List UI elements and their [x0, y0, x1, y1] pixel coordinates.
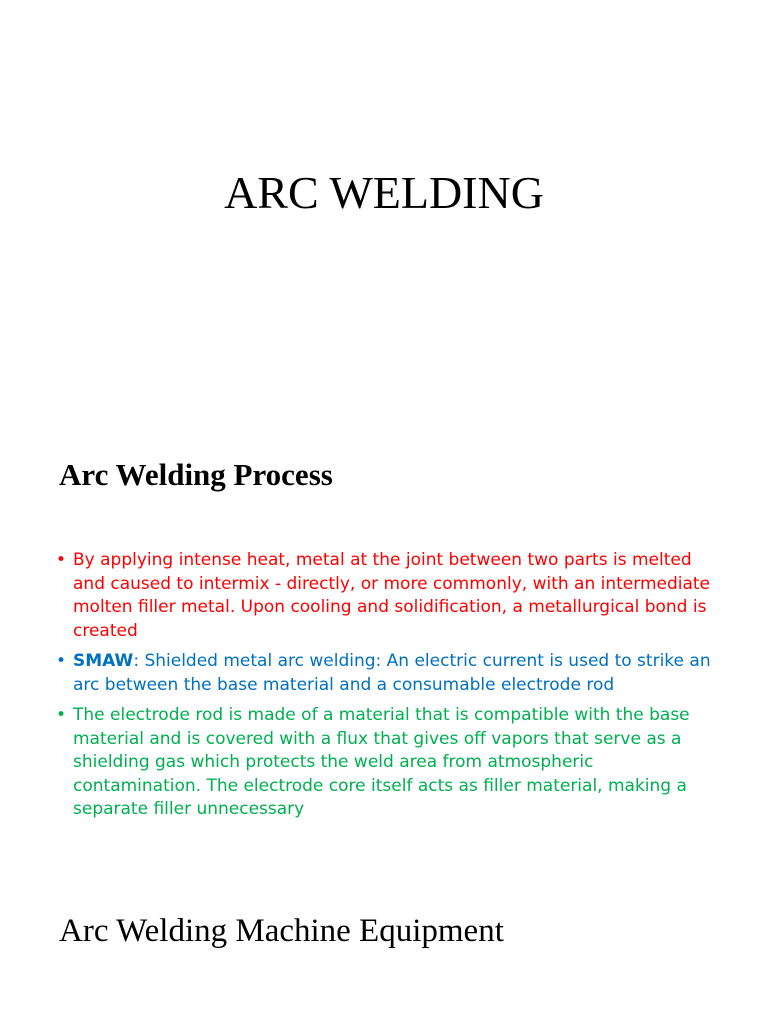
bullet-list: [56, 549, 716, 829]
bullet-dot: •: [56, 651, 67, 671]
section-heading-machine-equipment: Arc Welding Machine Equipment: [59, 913, 504, 949]
bullet-text: : Shielded metal arc welding: An electric current is used to strike an arc between the base material and a consumable electrode rod: [73, 651, 711, 695]
bullet-text: By applying intense heat, metal at the joint between two parts is melted and caused to intermix - directly, or more commonly, with an intermediate molten filler metal. Upon cooling and solidification, a metallurgical bond is created: [73, 550, 711, 641]
bullet-item-smaw: [56, 650, 716, 697]
bullet-dot: •: [56, 550, 67, 570]
bullet-item-electrode: [56, 704, 716, 822]
bullet-text: The electrode rod is made of a material that is compatible with the base material and is covered with a flux that gives off vapors that serve as a shielding gas which protects the weld area from atmospheric contamination. The electrode core itself acts as filler material, making a separate filler unnecessary: [73, 705, 690, 819]
section-heading-arc-welding-process: Arc Welding Process: [59, 457, 333, 492]
bullet-bold-term: SMAW: [73, 651, 134, 671]
bullet-dot: •: [56, 705, 67, 725]
bullet-item-heat: [56, 549, 716, 643]
page-title: ARC WELDING: [224, 167, 544, 218]
